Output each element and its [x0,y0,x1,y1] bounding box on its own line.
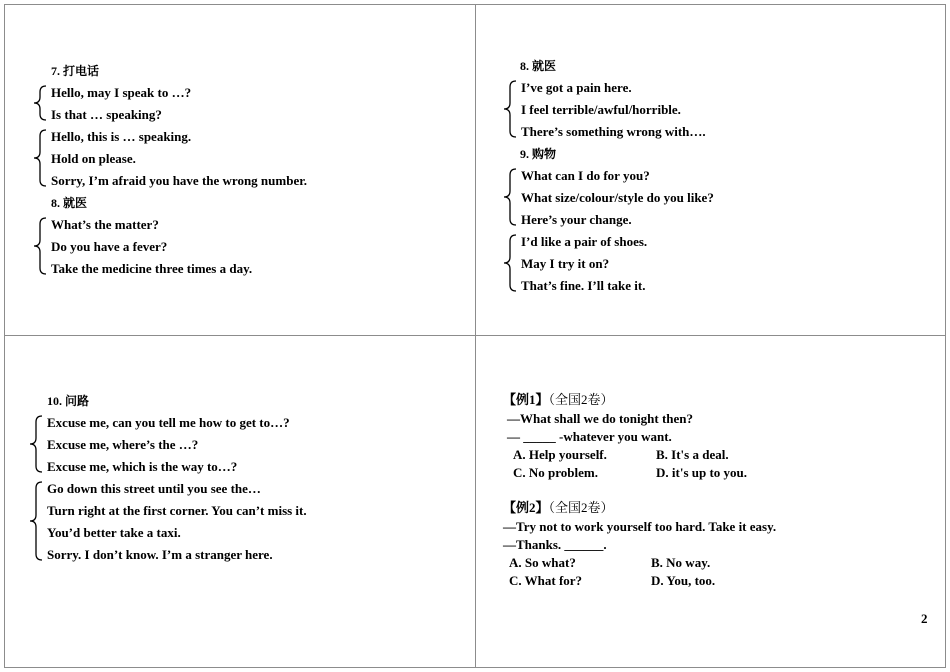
section-heading-doctor: 8. 就医 [520,59,557,73]
example-2-option-d: D. You, too. [651,573,716,588]
frame-line-left [4,4,5,668]
doctor-line-2: I feel terrible/awful/horrible. [521,102,681,117]
brace-icon [33,129,49,187]
example-2-option-c: C. What for? [509,573,583,588]
brace-icon [29,415,45,473]
example-2-option-a: A. So what? [509,555,576,570]
phone-line-2: Is that … speaking? [51,107,162,122]
example-source: （全国2卷） [548,500,614,515]
brace-icon [33,217,49,275]
example-1-question-line-2: — _____ -whatever you want. [507,429,672,444]
doctor-line-3: Take the medicine three times a day. [51,261,253,276]
doctor-line-1: I’ve got a pain here. [521,80,632,95]
section-heading-doctor: 8. 就医 [51,196,88,210]
example-1-heading [503,392,614,408]
example-2-question-line-2: —Thanks. ______. [503,537,607,552]
section-heading-phone: 7. 打电话 [51,64,100,78]
directions-line-5: Turn right at the first corner. You can’t miss it. [47,503,307,518]
example-label: 【例1】 [503,392,549,407]
brace-icon [503,168,519,226]
section-heading-shopping: 9. 购物 [520,147,557,161]
brace-icon [33,85,49,121]
brace-icon [29,481,45,561]
directions-line-6: You’d better take a taxi. [47,525,181,540]
phone-line-1: Hello, may I speak to …? [51,85,192,100]
shopping-line-5: May I try it on? [521,256,610,271]
shopping-line-4: I’d like a pair of shoes. [521,234,648,249]
doctor-line-3: There’s something wrong with…. [521,124,706,139]
shopping-line-1: What can I do for you? [521,168,650,183]
directions-line-2: Excuse me, where’s the …? [47,437,199,452]
phone-line-5: Sorry, I’m afraid you have the wrong number. [51,173,308,188]
shopping-line-3: Here’s your change. [521,212,632,227]
example-source: （全国2卷） [548,392,614,407]
example-2-question-line-1: —Try not to work yourself too hard. Take it easy. [503,519,777,534]
directions-line-1: Excuse me, can you tell me how to get to…? [47,415,290,430]
example-1-option-c: C. No problem. [513,465,598,480]
example-2-heading [503,500,614,516]
example-1-option-a: A. Help yourself. [513,447,607,462]
phone-line-4: Hold on please. [51,151,136,166]
phone-line-3: Hello, this is … speaking. [51,129,192,144]
doctor-line-2: Do you have a fever? [51,239,168,254]
directions-line-4: Go down this street until you see the… [47,481,261,496]
example-1-option-d: D. it's up to you. [656,465,748,480]
directions-line-3: Excuse me, which is the way to…? [47,459,238,474]
page-number: 2 [921,611,928,626]
brace-icon [503,234,519,292]
example-1-question-line-1: —What shall we do tonight then? [507,411,693,426]
frame-line-right [945,4,946,668]
example-1-option-b: B. It's a deal. [656,447,729,462]
shopping-line-6: That’s fine. I’ll take it. [521,278,646,293]
frame-line-center [475,4,476,668]
doctor-line-1: What’s the matter? [51,217,159,232]
brace-icon [503,80,519,138]
shopping-line-2: What size/colour/style do you like? [521,190,714,205]
example-label: 【例2】 [503,500,549,515]
example-2-option-b: B. No way. [651,555,711,570]
directions-line-7: Sorry. I don’t know. I’m a stranger here. [47,547,273,562]
section-heading-directions: 10. 问路 [47,394,90,408]
